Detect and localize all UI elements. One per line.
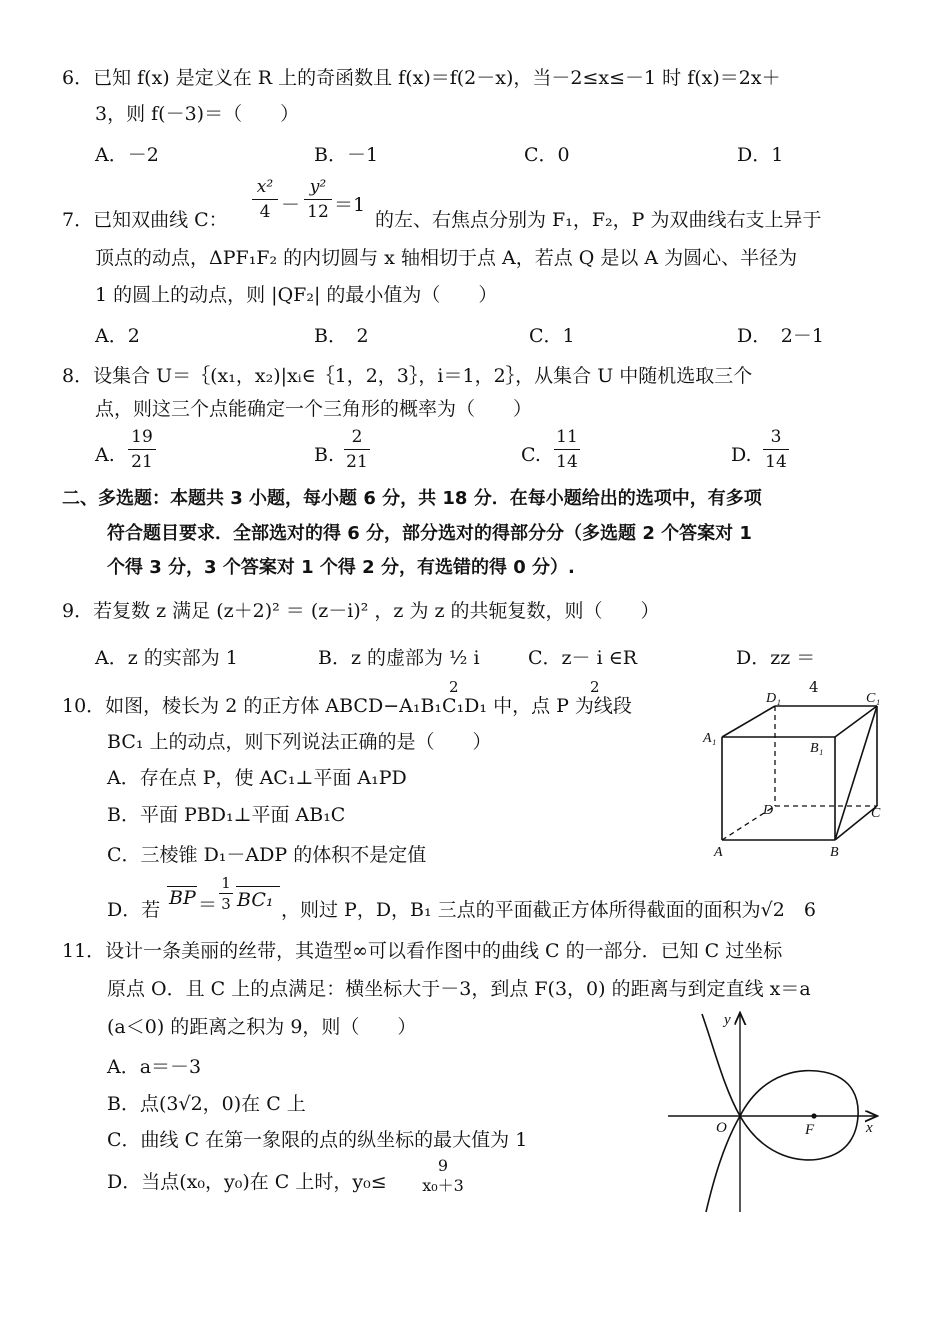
q8-option-d-label: D. <box>731 444 752 466</box>
q10-option-c: C．三棱锥 D₁－ADP 的体积不是定值 <box>107 844 427 866</box>
cube-label-a: A <box>714 845 723 860</box>
curve-loop <box>740 1071 858 1160</box>
q11-option-b: B．点(3√2，0)在 C 上 <box>107 1093 306 1115</box>
q9-option-d: D．zz ＝ <box>736 647 816 669</box>
q10-line2: BC₁ 上的动点，则下列说法正确的是（ ） <box>107 731 492 753</box>
q8-option-c-num: 11 <box>556 427 578 447</box>
q11-option-d-prefix: D．当点(x₀，y₀)在 C 上时，y₀≤ <box>107 1171 387 1193</box>
q8-option-c-fraction <box>554 427 580 472</box>
q11-line1: 11．设计一条美丽的丝带，其造型∞可以看作图中的曲线 C 的一部分．已知 C 过坐标 <box>62 940 783 962</box>
q7-line2: 顶点的动点，ΔPF₁F₂ 的内切圆与 x 轴相切于点 A，若点 Q 是以 A 为圆心、半径为 <box>95 247 798 269</box>
q8-option-a-label: A. <box>95 444 115 466</box>
q9-fragment-3: 4 <box>809 678 819 696</box>
q7-fraction-x-num: x² <box>256 177 274 197</box>
section2-line3: 个得 3 分，3 个答案对 1 个得 2 分，有选错的得 0 分）. <box>107 557 575 578</box>
cube-label-a1: A₁ <box>703 731 717 746</box>
q10-option-d-rest: ，则过 P，D，B₁ 三点的平面截正方体所得截面的面积为√2 6 <box>281 899 816 921</box>
q7-line3: 1 的圆上的动点，则 |QF₂| 的最小值为（ ） <box>95 284 498 306</box>
q6-option-c: C．0 <box>524 144 570 166</box>
curve-label-o: O <box>716 1120 727 1136</box>
cube-label-d1: D₁ <box>766 691 781 706</box>
q10-option-b: B．平面 PBD₁⊥平面 AB₁C <box>107 804 346 826</box>
q7-fraction-y-num: y² <box>309 177 327 197</box>
q10-option-a: A．存在点 P，使 AC₁⊥平面 A₁PD <box>107 767 407 789</box>
q11-option-c: C．曲线 C 在第一象限的点的纵坐标的最大值为 1 <box>107 1129 528 1151</box>
q6-option-a: A．－2 <box>95 144 159 166</box>
fraction-bar <box>304 199 332 200</box>
q7-equals-one: ＝1 <box>334 194 366 216</box>
q11-option-a: A．a＝－3 <box>107 1056 202 1078</box>
curve-label-x: x <box>866 1120 873 1136</box>
q9-line1: 9．若复数 z 满足 (z＋2)² ＝ (z－i)² ，z 为 z 的共轭复数，则（ ） <box>62 600 660 622</box>
q10-line1: 10．如图，棱长为 2 的正方体 ABCD−A₁B₁C₁D₁ 中，点 P 为线段 <box>62 695 632 717</box>
q7-line1-rest: 的左、右焦点分别为 F₁，F₂，P 为双曲线右支上异于 <box>375 209 822 231</box>
q8-option-a-num: 19 <box>131 427 153 447</box>
q10-vector-bp-label: BP <box>169 887 196 909</box>
q8-option-b-den: 21 <box>346 452 368 472</box>
q10-vector-bp <box>167 884 197 909</box>
q11-option-d-fraction <box>414 1157 472 1195</box>
focus-point <box>811 1113 816 1118</box>
cube-label-b: B <box>830 845 839 860</box>
q7-option-b: B． 2 <box>314 325 369 347</box>
q6-line2: 3，则 f(－3)＝（ ） <box>95 103 300 125</box>
fraction-bar <box>252 199 278 200</box>
cube-label-c1: C₁ <box>866 691 881 706</box>
fraction-bar <box>554 449 580 450</box>
q9-fragment-2: 2 <box>590 678 600 696</box>
section2-line2: 符合题目要求．全部选对的得 6 分，部分选对的得部分分（多选题 2 个答案对 1 <box>107 523 752 544</box>
q10-vector-bc1 <box>236 884 280 911</box>
q7-option-c: C．1 <box>529 325 575 347</box>
q7-fraction-x <box>252 177 278 222</box>
q7-fraction-y-den: 12 <box>307 202 329 222</box>
q8-option-b-fraction <box>344 427 370 472</box>
q9-option-b: B．z 的虚部为 ½ i <box>318 647 480 669</box>
q8-line2: 点，则这三个点能确定一个三角形的概率为（ ） <box>95 398 533 420</box>
fraction-bar <box>128 449 156 450</box>
curve-label-f: F <box>805 1122 815 1138</box>
cube-label-b1: B₁ <box>810 741 824 756</box>
q10-fraction-den: 3 <box>221 895 231 913</box>
q7-option-d: D． 2－1 <box>737 325 824 347</box>
q7-fraction-y <box>304 177 332 222</box>
q8-option-a-den: 21 <box>131 452 153 472</box>
cube-label-c: C <box>871 806 881 821</box>
q11-line3: (a＜0) 的距离之积为 9，则（ ） <box>107 1016 417 1038</box>
cube-label-d: D <box>763 803 774 818</box>
q10-vector-bc1-label: BC₁ <box>237 889 274 911</box>
fraction-bar <box>344 449 370 450</box>
q8-option-a-fraction <box>128 427 156 472</box>
q10-fraction-third <box>219 875 233 912</box>
curve-label-y: y <box>724 1012 731 1028</box>
q6-line1: 6．已知 f(x) 是定义在 R 上的奇函数且 f(x)＝f(2－x)，当－2≤x≤－1 时 f(x)＝2x＋ <box>62 67 781 89</box>
q8-option-d-den: 14 <box>765 452 787 472</box>
q8-option-b-num: 2 <box>351 427 363 447</box>
q11-fraction-den: x₀＋3 <box>422 1176 464 1195</box>
q10-option-d-prefix: D．若 <box>107 899 161 921</box>
q9-option-a: A．z 的实部为 1 <box>95 647 238 669</box>
q8-line1: 8．设集合 U＝｛(x₁，x₂)|xᵢ∈｛1，2，3｝，i＝1，2｝，从集合 U 中随机选取三个 <box>62 365 753 387</box>
q6-option-b: B．－1 <box>314 144 379 166</box>
q9-option-c: C．z－ i ∈R <box>528 647 638 669</box>
q7-option-a: A．2 <box>95 325 140 347</box>
q6-option-d: D．1 <box>737 144 784 166</box>
cube-figure <box>700 688 890 860</box>
q10-vector-equals: ＝ <box>198 894 218 916</box>
q8-option-d-fraction <box>763 427 789 472</box>
fraction-bar <box>763 449 789 450</box>
fraction-bar <box>219 893 233 894</box>
section2-line1: 二、多选题：本题共 3 小题，每小题 6 分，共 18 分．在每小题给出的选项中，有多项 <box>62 488 762 509</box>
q11-line2: 原点 O．且 C 上的点满足：横坐标大于－3，到点 F(3，0) 的距离与到定直线 x＝a <box>107 978 811 1000</box>
q8-option-d-num: 3 <box>770 427 782 447</box>
q7-fraction-x-den: 4 <box>259 202 271 222</box>
q8-option-b-label: B. <box>314 444 335 466</box>
curve-upper-branch <box>702 1014 740 1116</box>
q8-option-c-label: C. <box>521 444 541 466</box>
q7-minus: － <box>281 194 301 216</box>
q10-fraction-num: 1 <box>221 874 231 892</box>
q9-fragment-1: 2 <box>449 678 459 696</box>
curve-figure <box>664 1008 884 1214</box>
q8-option-c-den: 14 <box>556 452 578 472</box>
q7-prefix: 7．已知双曲线 C： <box>62 209 228 231</box>
q11-fraction-num: 9 <box>437 1156 449 1175</box>
